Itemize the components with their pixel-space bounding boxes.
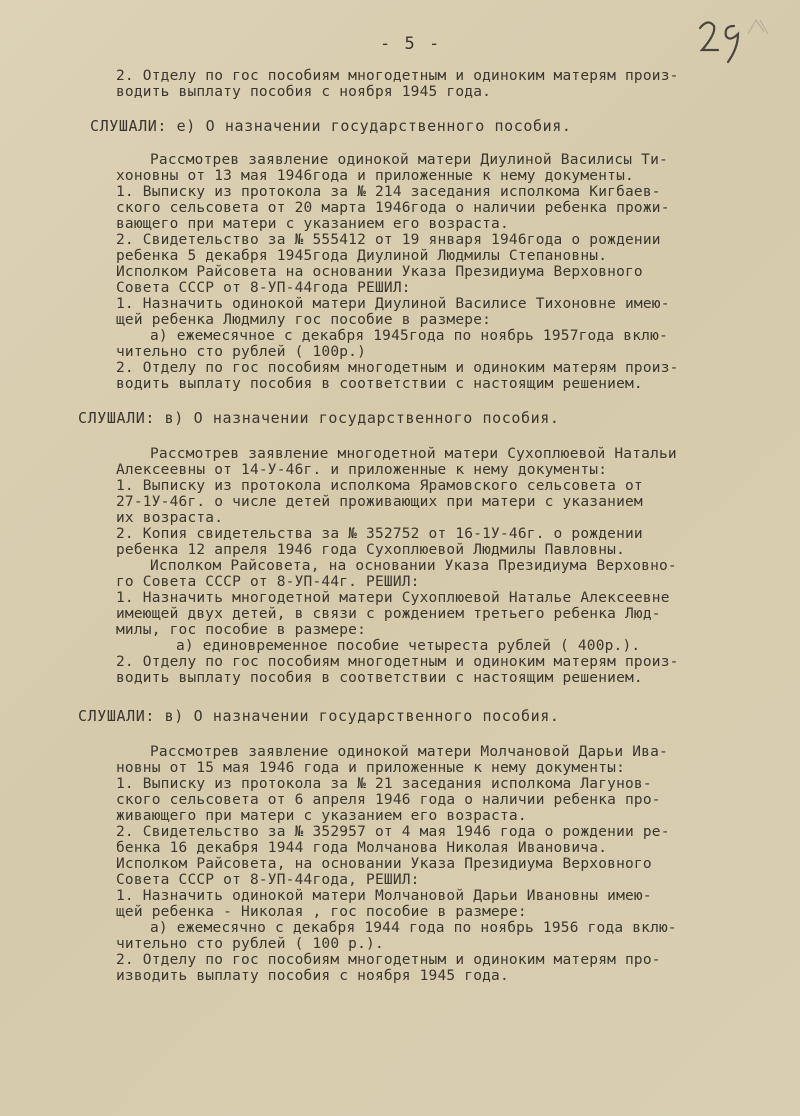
text-line: 2. Отделу по гос пособиям многодетным и одиноким матерям произ-: [116, 360, 679, 376]
text-line: вающего при матери с указанием его возраста.: [116, 216, 509, 232]
text-line: живающего при матери с указанием его возраста.: [116, 808, 527, 824]
archive-sheet-number-mark: [694, 12, 774, 72]
text-line: Рассмотрев заявление одинокой матери Молчановой Дарьи Ива-: [150, 744, 668, 760]
text-line: Алексеевны от 14-У-46г. и приложенные к нему документы:: [116, 462, 608, 478]
text-line: щей ребенка Людмилу гос пособие в размере:: [116, 312, 492, 328]
section-heading: СЛУШАЛИ: в) О назначении государственного пособия.: [78, 707, 560, 725]
text-line: ского сельсовета от 20 марта 1946года о наличии ребенка прожи-: [116, 200, 670, 216]
text-line: хоновны от 13 мая 1946года и приложенные к нему документы.: [116, 168, 634, 184]
text-line: изводить выплату пособия с ноября 1945 года.: [116, 968, 509, 984]
text-line: 1. Выписку из протокола за № 21 заседания исполкома Лагунов-: [116, 776, 652, 792]
text-line: 27-1У-46г. о числе детей проживающих при матери с указанием: [116, 494, 643, 510]
text-line: 2. Отделу по гос пособиям многодетным и одиноким матерям про-: [116, 952, 661, 968]
text-line: водить выплату пособия в соответствии с настоящим решением.: [116, 376, 643, 392]
text-line: а) ежемесячное с декабря 1945года по ноябрь 1957года вклю-: [150, 328, 668, 344]
text-line: Исполком Райсовета на основании Указа Президиума Верховного: [116, 264, 643, 280]
text-line: 1. Назначить одинокой матери Диулиной Василисе Тихоновне имею-: [116, 296, 670, 312]
text-line: 2. Копия свидетельства за № 352752 от 16-1У-46г. о рождении: [116, 526, 643, 542]
text-line: 2. Свидетельство за № 555412 от 19 января 1946года о рождении: [116, 232, 661, 248]
page-number: - 5 -: [380, 34, 442, 54]
text-line: милы, гос пособие в размере:: [116, 622, 367, 638]
text-line: 2. Отделу по гос пособиям многодетным и одиноким матерям произ-: [116, 654, 679, 670]
text-line: 1. Выписку из протокола за № 214 заседания исполкома Кигбаев-: [116, 184, 661, 200]
section-heading: СЛУШАЛИ: е) О назначении государственного пособия.: [90, 117, 572, 135]
text-line: бенка 16 декабря 1944 года Молчанова Николая Ивановича.: [116, 840, 608, 856]
text-line: имеющей двух детей, в связи с рождением третьего ребенка Люд-: [116, 606, 661, 622]
text-line: ребенка 5 декабря 1945года Диулиной Людмилы Степановны.: [116, 248, 608, 264]
text-line: 1. Назначить многодетной матери Сухоплюевой Наталье Алексеевне: [116, 590, 670, 606]
text-line: го Совета СССР от 8-УП-44г. РЕШИЛ:: [116, 574, 420, 590]
text-line: Совета СССР от 8-УП-44года, РЕШИЛ:: [116, 872, 420, 888]
text-line: Рассмотрев заявление многодетной матери Сухоплюевой Натальи: [150, 446, 677, 462]
text-line: водить выплату пособия в соответствии с настоящим решением.: [116, 670, 643, 686]
text-line: их возраста.: [116, 510, 224, 526]
text-line: а) ежемесячно с декабря 1944 года по ноябрь 1956 года вклю-: [150, 920, 677, 936]
text-line: Совета СССР от 8-УП-44года РЕШИЛ:: [116, 280, 411, 296]
text-line: 2. Отделу по гос пособиям многодетным и одиноким матерям произ-: [116, 68, 679, 84]
section-heading: СЛУШАЛИ: в) О назначении государственного пособия.: [78, 409, 560, 427]
text-line: Исполком Райсовета, на основании Указа Президиума Верховно-: [150, 558, 677, 574]
text-line: ского сельсовета от 6 апреля 1946 года о наличии ребенка про-: [116, 792, 661, 808]
text-line: Рассмотрев заявление одинокой матери Диулиной Василисы Ти-: [150, 152, 668, 168]
text-line: ребенка 12 апреля 1946 года Сухоплюевой Людмилы Павловны.: [116, 542, 625, 558]
text-line: щей ребенка - Николая , гос пособие в размере:: [116, 904, 527, 920]
text-line: водить выплату пособия с ноября 1945 года.: [116, 84, 492, 100]
text-line: новны от 15 мая 1946 года и приложенные к нему документы:: [116, 760, 625, 776]
text-line: а) единовременное пособие четыреста рублей ( 400р.).: [176, 638, 641, 654]
text-line: 1. Выписку из протокола исполкома Ярамовского сельсовета от: [116, 478, 643, 494]
text-line: чительно сто рублей ( 100 р.).: [116, 936, 384, 952]
text-line: чительно сто рублей ( 100р.): [116, 344, 367, 360]
text-line: 2. Свидетельство за № 352957 от 4 мая 1946 года о рождении ре-: [116, 824, 670, 840]
text-line: 1. Назначить одинокой матери Молчановой Дарьи Ивановны имею-: [116, 888, 652, 904]
text-line: Исполком Райсовета, на основании Указа Президиума Верховного: [116, 856, 652, 872]
